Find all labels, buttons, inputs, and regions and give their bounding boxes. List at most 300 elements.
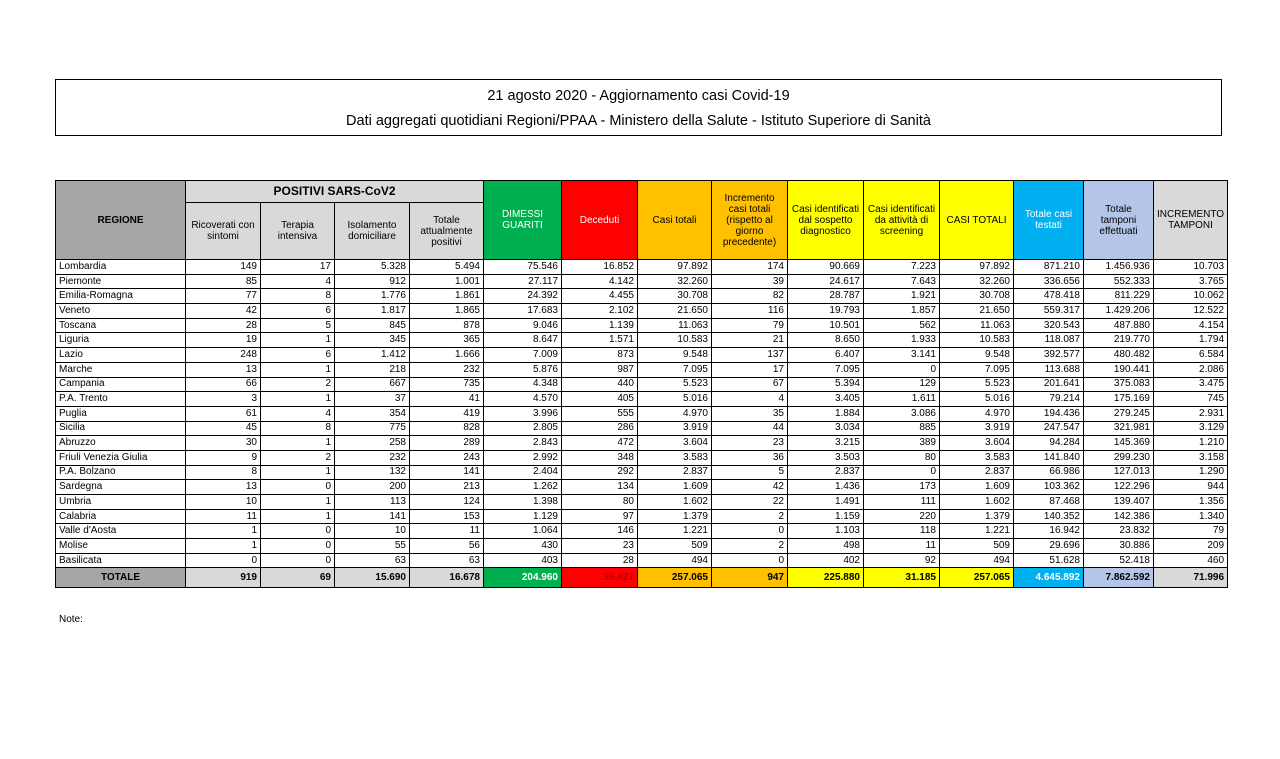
table-row bbox=[56, 318, 1228, 333]
value-cell: 1.491 bbox=[788, 495, 864, 510]
value-cell: 80 bbox=[562, 495, 638, 510]
value-cell: 1 bbox=[261, 509, 335, 524]
value-cell: 878 bbox=[410, 318, 484, 333]
table-row bbox=[56, 274, 1228, 289]
region-name-cell: Sardegna bbox=[56, 480, 186, 495]
value-cell: 1.933 bbox=[864, 333, 940, 348]
value-cell: 16.942 bbox=[1014, 524, 1084, 539]
value-cell: 116 bbox=[712, 304, 788, 319]
value-cell: 10 bbox=[335, 524, 410, 539]
value-cell: 32.260 bbox=[638, 274, 712, 289]
region-name-cell: Molise bbox=[56, 539, 186, 554]
value-cell: 17 bbox=[712, 362, 788, 377]
value-cell: 3.604 bbox=[940, 436, 1014, 451]
total-sospetto: 225.880 bbox=[788, 568, 864, 588]
table-row bbox=[56, 377, 1228, 392]
value-cell: 0 bbox=[261, 480, 335, 495]
value-cell: 94.284 bbox=[1014, 436, 1084, 451]
value-cell: 23.832 bbox=[1084, 524, 1154, 539]
value-cell: 16.852 bbox=[562, 260, 638, 275]
value-cell: 19.793 bbox=[788, 304, 864, 319]
value-cell: 1.865 bbox=[410, 304, 484, 319]
region-name-cell: Puglia bbox=[56, 406, 186, 421]
value-cell: 10.583 bbox=[638, 333, 712, 348]
value-cell: 480.482 bbox=[1084, 348, 1154, 363]
table-row bbox=[56, 539, 1228, 554]
value-cell: 247.547 bbox=[1014, 421, 1084, 436]
region-name-cell: P.A. Trento bbox=[56, 392, 186, 407]
value-cell: 11.063 bbox=[638, 318, 712, 333]
value-cell: 24.392 bbox=[484, 289, 562, 304]
value-cell: 139.407 bbox=[1084, 495, 1154, 510]
table-row bbox=[56, 495, 1228, 510]
table-row bbox=[56, 348, 1228, 363]
table-row bbox=[56, 465, 1228, 480]
value-cell: 118.087 bbox=[1014, 333, 1084, 348]
value-cell: 75.546 bbox=[484, 260, 562, 275]
value-cell: 2.837 bbox=[638, 465, 712, 480]
value-cell: 10.583 bbox=[940, 333, 1014, 348]
value-cell: 140.352 bbox=[1014, 509, 1084, 524]
value-cell: 213 bbox=[410, 480, 484, 495]
value-cell: 1 bbox=[186, 539, 261, 554]
value-cell: 8 bbox=[261, 289, 335, 304]
value-cell: 6 bbox=[261, 304, 335, 319]
value-cell: 8 bbox=[261, 421, 335, 436]
value-cell: 4.970 bbox=[940, 406, 1014, 421]
value-cell: 66.986 bbox=[1014, 465, 1084, 480]
value-cell: 2.086 bbox=[1154, 362, 1228, 377]
table-row bbox=[56, 289, 1228, 304]
value-cell: 944 bbox=[1154, 480, 1228, 495]
value-cell: 22 bbox=[712, 495, 788, 510]
value-cell: 2 bbox=[712, 539, 788, 554]
total-label: TOTALE bbox=[56, 568, 186, 588]
region-name-cell: Campania bbox=[56, 377, 186, 392]
value-cell: 667 bbox=[335, 377, 410, 392]
value-cell: 1.064 bbox=[484, 524, 562, 539]
value-cell: 11 bbox=[410, 524, 484, 539]
value-cell: 220 bbox=[864, 509, 940, 524]
total-tamponi: 7.862.592 bbox=[1084, 568, 1154, 588]
value-cell: 37 bbox=[335, 392, 410, 407]
value-cell: 1 bbox=[261, 362, 335, 377]
value-cell: 118 bbox=[864, 524, 940, 539]
value-cell: 419 bbox=[410, 406, 484, 421]
value-cell: 1.571 bbox=[562, 333, 638, 348]
value-cell: 10.501 bbox=[788, 318, 864, 333]
value-cell: 11.063 bbox=[940, 318, 1014, 333]
col-ricoverati: Ricoverati con sintomi bbox=[186, 203, 261, 260]
value-cell: 1.290 bbox=[1154, 465, 1228, 480]
value-cell: 0 bbox=[261, 539, 335, 554]
total-positivi: 16.678 bbox=[410, 568, 484, 588]
table-row bbox=[56, 553, 1228, 568]
value-cell: 5.016 bbox=[940, 392, 1014, 407]
value-cell: 559.317 bbox=[1014, 304, 1084, 319]
value-cell: 41 bbox=[410, 392, 484, 407]
value-cell: 487.880 bbox=[1084, 318, 1154, 333]
value-cell: 85 bbox=[186, 274, 261, 289]
col-incremento-tamponi: INCREMENTO TAMPONI bbox=[1154, 181, 1228, 260]
value-cell: 141 bbox=[410, 465, 484, 480]
value-cell: 1.602 bbox=[940, 495, 1014, 510]
value-cell: 775 bbox=[335, 421, 410, 436]
value-cell: 392.577 bbox=[1014, 348, 1084, 363]
value-cell: 113.688 bbox=[1014, 362, 1084, 377]
value-cell: 1.129 bbox=[484, 509, 562, 524]
value-cell: 7.643 bbox=[864, 274, 940, 289]
value-cell: 5 bbox=[712, 465, 788, 480]
value-cell: 3.129 bbox=[1154, 421, 1228, 436]
value-cell: 56 bbox=[410, 539, 484, 554]
value-cell: 1.001 bbox=[410, 274, 484, 289]
value-cell: 21 bbox=[712, 333, 788, 348]
value-cell: 1.666 bbox=[410, 348, 484, 363]
value-cell: 1.139 bbox=[562, 318, 638, 333]
value-cell: 321.981 bbox=[1084, 421, 1154, 436]
value-cell: 494 bbox=[940, 553, 1014, 568]
total-incremento-tamponi: 71.996 bbox=[1154, 568, 1228, 588]
value-cell: 145.369 bbox=[1084, 436, 1154, 451]
table-row bbox=[56, 333, 1228, 348]
value-cell: 403 bbox=[484, 553, 562, 568]
region-name-cell: Basilicata bbox=[56, 553, 186, 568]
value-cell: 21.650 bbox=[638, 304, 712, 319]
value-cell: 209 bbox=[1154, 539, 1228, 554]
table-row bbox=[56, 406, 1228, 421]
value-cell: 1.776 bbox=[335, 289, 410, 304]
value-cell: 190.441 bbox=[1084, 362, 1154, 377]
value-cell: 1.861 bbox=[410, 289, 484, 304]
value-cell: 1.609 bbox=[940, 480, 1014, 495]
table-row bbox=[56, 392, 1228, 407]
col-isolamento: Isolamento domiciliare bbox=[335, 203, 410, 260]
table-row bbox=[56, 421, 1228, 436]
value-cell: 4 bbox=[261, 274, 335, 289]
value-cell: 354 bbox=[335, 406, 410, 421]
value-cell: 3.141 bbox=[864, 348, 940, 363]
value-cell: 6.584 bbox=[1154, 348, 1228, 363]
value-cell: 142.386 bbox=[1084, 509, 1154, 524]
value-cell: 137 bbox=[712, 348, 788, 363]
value-cell: 1.456.936 bbox=[1084, 260, 1154, 275]
value-cell: 219.770 bbox=[1084, 333, 1154, 348]
value-cell: 5 bbox=[261, 318, 335, 333]
value-cell: 871.210 bbox=[1014, 260, 1084, 275]
value-cell: 4.142 bbox=[562, 274, 638, 289]
value-cell: 111 bbox=[864, 495, 940, 510]
value-cell: 1.921 bbox=[864, 289, 940, 304]
value-cell: 3.475 bbox=[1154, 377, 1228, 392]
value-cell: 1.794 bbox=[1154, 333, 1228, 348]
value-cell: 2 bbox=[261, 377, 335, 392]
total-terapia: 69 bbox=[261, 568, 335, 588]
value-cell: 19 bbox=[186, 333, 261, 348]
value-cell: 498 bbox=[788, 539, 864, 554]
region-name-cell: Piemonte bbox=[56, 274, 186, 289]
value-cell: 7.095 bbox=[788, 362, 864, 377]
value-cell: 4.455 bbox=[562, 289, 638, 304]
value-cell: 17.683 bbox=[484, 304, 562, 319]
value-cell: 39 bbox=[712, 274, 788, 289]
value-cell: 173 bbox=[864, 480, 940, 495]
value-cell: 97.892 bbox=[638, 260, 712, 275]
table-row bbox=[56, 362, 1228, 377]
value-cell: 2.805 bbox=[484, 421, 562, 436]
table-row bbox=[56, 304, 1228, 319]
value-cell: 67 bbox=[712, 377, 788, 392]
value-cell: 289 bbox=[410, 436, 484, 451]
value-cell: 1 bbox=[261, 333, 335, 348]
total-isolamento: 15.690 bbox=[335, 568, 410, 588]
region-name-cell: Veneto bbox=[56, 304, 186, 319]
value-cell: 1 bbox=[186, 524, 261, 539]
value-cell: 258 bbox=[335, 436, 410, 451]
value-cell: 174 bbox=[712, 260, 788, 275]
total-row bbox=[56, 568, 1228, 588]
value-cell: 562 bbox=[864, 318, 940, 333]
value-cell: 5.523 bbox=[940, 377, 1014, 392]
table-row bbox=[56, 524, 1228, 539]
value-cell: 3.583 bbox=[940, 450, 1014, 465]
value-cell: 3.765 bbox=[1154, 274, 1228, 289]
value-cell: 30.708 bbox=[638, 289, 712, 304]
value-cell: 1.602 bbox=[638, 495, 712, 510]
value-cell: 1.611 bbox=[864, 392, 940, 407]
value-cell: 127.013 bbox=[1084, 465, 1154, 480]
value-cell: 7.223 bbox=[864, 260, 940, 275]
value-cell: 1.884 bbox=[788, 406, 864, 421]
value-cell: 7.095 bbox=[638, 362, 712, 377]
value-cell: 113 bbox=[335, 495, 410, 510]
value-cell: 1.379 bbox=[940, 509, 1014, 524]
value-cell: 1.103 bbox=[788, 524, 864, 539]
value-cell: 194.436 bbox=[1014, 406, 1084, 421]
table-row bbox=[56, 450, 1228, 465]
value-cell: 3.158 bbox=[1154, 450, 1228, 465]
value-cell: 42 bbox=[712, 480, 788, 495]
value-cell: 13 bbox=[186, 480, 261, 495]
value-cell: 4 bbox=[712, 392, 788, 407]
region-name-cell: Emilia-Romagna bbox=[56, 289, 186, 304]
value-cell: 4.154 bbox=[1154, 318, 1228, 333]
value-cell: 365 bbox=[410, 333, 484, 348]
value-cell: 0 bbox=[864, 362, 940, 377]
value-cell: 17 bbox=[261, 260, 335, 275]
value-cell: 828 bbox=[410, 421, 484, 436]
value-cell: 3 bbox=[186, 392, 261, 407]
value-cell: 845 bbox=[335, 318, 410, 333]
total-testati: 4.645.892 bbox=[1014, 568, 1084, 588]
value-cell: 35 bbox=[712, 406, 788, 421]
region-name-cell: Lombardia bbox=[56, 260, 186, 275]
value-cell: 440 bbox=[562, 377, 638, 392]
total-incremento-casi: 947 bbox=[712, 568, 788, 588]
value-cell: 1.210 bbox=[1154, 436, 1228, 451]
value-cell: 5.876 bbox=[484, 362, 562, 377]
value-cell: 132 bbox=[335, 465, 410, 480]
value-cell: 66 bbox=[186, 377, 261, 392]
value-cell: 27.117 bbox=[484, 274, 562, 289]
value-cell: 10.703 bbox=[1154, 260, 1228, 275]
value-cell: 8.650 bbox=[788, 333, 864, 348]
value-cell: 3.919 bbox=[638, 421, 712, 436]
col-sospetto: Casi identificati dal sospetto diagnostico bbox=[788, 181, 864, 260]
value-cell: 2.931 bbox=[1154, 406, 1228, 421]
value-cell: 0 bbox=[186, 553, 261, 568]
value-cell: 9 bbox=[186, 450, 261, 465]
value-cell: 13 bbox=[186, 362, 261, 377]
value-cell: 30 bbox=[186, 436, 261, 451]
region-name-cell: Friuli Venezia Giulia bbox=[56, 450, 186, 465]
value-cell: 1.398 bbox=[484, 495, 562, 510]
value-cell: 97 bbox=[562, 509, 638, 524]
value-cell: 29.696 bbox=[1014, 539, 1084, 554]
col-regione: REGIONE bbox=[56, 181, 186, 260]
value-cell: 232 bbox=[335, 450, 410, 465]
value-cell: 97.892 bbox=[940, 260, 1014, 275]
value-cell: 885 bbox=[864, 421, 940, 436]
col-tamponi: Totale tamponi effettuati bbox=[1084, 181, 1154, 260]
value-cell: 0 bbox=[261, 553, 335, 568]
value-cell: 348 bbox=[562, 450, 638, 465]
table-body bbox=[56, 260, 1228, 568]
value-cell: 5.328 bbox=[335, 260, 410, 275]
value-cell: 77 bbox=[186, 289, 261, 304]
value-cell: 2 bbox=[261, 450, 335, 465]
total-dimessi: 204.960 bbox=[484, 568, 562, 588]
value-cell: 2 bbox=[712, 509, 788, 524]
value-cell: 299.230 bbox=[1084, 450, 1154, 465]
value-cell: 92 bbox=[864, 553, 940, 568]
value-cell: 873 bbox=[562, 348, 638, 363]
region-name-cell: Toscana bbox=[56, 318, 186, 333]
value-cell: 6 bbox=[261, 348, 335, 363]
value-cell: 0 bbox=[261, 524, 335, 539]
value-cell: 472 bbox=[562, 436, 638, 451]
value-cell: 63 bbox=[335, 553, 410, 568]
value-cell: 8 bbox=[186, 465, 261, 480]
value-cell: 3.604 bbox=[638, 436, 712, 451]
value-cell: 1.356 bbox=[1154, 495, 1228, 510]
value-cell: 1.436 bbox=[788, 480, 864, 495]
total-ricoverati: 919 bbox=[186, 568, 261, 588]
value-cell: 175.169 bbox=[1084, 392, 1154, 407]
value-cell: 4.570 bbox=[484, 392, 562, 407]
region-name-cell: Umbria bbox=[56, 495, 186, 510]
total-screening: 31.185 bbox=[864, 568, 940, 588]
value-cell: 28 bbox=[562, 553, 638, 568]
value-cell: 1 bbox=[261, 495, 335, 510]
value-cell: 1.429.206 bbox=[1084, 304, 1154, 319]
value-cell: 2.843 bbox=[484, 436, 562, 451]
value-cell: 129 bbox=[864, 377, 940, 392]
value-cell: 44 bbox=[712, 421, 788, 436]
value-cell: 9.046 bbox=[484, 318, 562, 333]
value-cell: 11 bbox=[186, 509, 261, 524]
value-cell: 3.086 bbox=[864, 406, 940, 421]
value-cell: 10.062 bbox=[1154, 289, 1228, 304]
value-cell: 23 bbox=[712, 436, 788, 451]
value-cell: 3.996 bbox=[484, 406, 562, 421]
value-cell: 141.840 bbox=[1014, 450, 1084, 465]
value-cell: 0 bbox=[864, 465, 940, 480]
value-cell: 509 bbox=[638, 539, 712, 554]
value-cell: 912 bbox=[335, 274, 410, 289]
value-cell: 1.379 bbox=[638, 509, 712, 524]
value-cell: 286 bbox=[562, 421, 638, 436]
value-cell: 402 bbox=[788, 553, 864, 568]
value-cell: 509 bbox=[940, 539, 1014, 554]
value-cell: 11 bbox=[864, 539, 940, 554]
value-cell: 3.583 bbox=[638, 450, 712, 465]
value-cell: 1 bbox=[261, 465, 335, 480]
value-cell: 42 bbox=[186, 304, 261, 319]
value-cell: 552.333 bbox=[1084, 274, 1154, 289]
region-name-cell: P.A. Bolzano bbox=[56, 465, 186, 480]
value-cell: 201.641 bbox=[1014, 377, 1084, 392]
value-cell: 3.405 bbox=[788, 392, 864, 407]
region-name-cell: Marche bbox=[56, 362, 186, 377]
value-cell: 5.016 bbox=[638, 392, 712, 407]
value-cell: 811.229 bbox=[1084, 289, 1154, 304]
page-subtitle: Dati aggregati quotidiani Regioni/PPAA - Ministero della Salute - Istituto Superiore di Sanità bbox=[346, 113, 931, 129]
region-name-cell: Lazio bbox=[56, 348, 186, 363]
value-cell: 1.817 bbox=[335, 304, 410, 319]
value-cell: 124 bbox=[410, 495, 484, 510]
value-cell: 79 bbox=[712, 318, 788, 333]
value-cell: 0 bbox=[712, 524, 788, 539]
total-casi-2: 257.065 bbox=[940, 568, 1014, 588]
value-cell: 336.656 bbox=[1014, 274, 1084, 289]
page-title: 21 agosto 2020 - Aggiornamento casi Covid-19 bbox=[487, 88, 790, 104]
value-cell: 45 bbox=[186, 421, 261, 436]
value-cell: 4.970 bbox=[638, 406, 712, 421]
value-cell: 1.412 bbox=[335, 348, 410, 363]
value-cell: 5.523 bbox=[638, 377, 712, 392]
value-cell: 12.522 bbox=[1154, 304, 1228, 319]
value-cell: 2.992 bbox=[484, 450, 562, 465]
value-cell: 9.548 bbox=[638, 348, 712, 363]
value-cell: 28.787 bbox=[788, 289, 864, 304]
value-cell: 32.260 bbox=[940, 274, 1014, 289]
value-cell: 51.628 bbox=[1014, 553, 1084, 568]
value-cell: 103.362 bbox=[1014, 480, 1084, 495]
value-cell: 3.503 bbox=[788, 450, 864, 465]
value-cell: 146 bbox=[562, 524, 638, 539]
value-cell: 2.837 bbox=[940, 465, 1014, 480]
col-casi-totali-2: CASI TOTALI bbox=[940, 181, 1014, 260]
value-cell: 320.543 bbox=[1014, 318, 1084, 333]
value-cell: 389 bbox=[864, 436, 940, 451]
value-cell: 745 bbox=[1154, 392, 1228, 407]
table-row bbox=[56, 260, 1228, 275]
value-cell: 153 bbox=[410, 509, 484, 524]
value-cell: 1 bbox=[261, 392, 335, 407]
value-cell: 430 bbox=[484, 539, 562, 554]
table-row bbox=[56, 480, 1228, 495]
value-cell: 279.245 bbox=[1084, 406, 1154, 421]
value-cell: 478.418 bbox=[1014, 289, 1084, 304]
value-cell: 494 bbox=[638, 553, 712, 568]
value-cell: 2.404 bbox=[484, 465, 562, 480]
region-name-cell: Abruzzo bbox=[56, 436, 186, 451]
value-cell: 6.407 bbox=[788, 348, 864, 363]
value-cell: 1.221 bbox=[940, 524, 1014, 539]
value-cell: 23 bbox=[562, 539, 638, 554]
value-cell: 28 bbox=[186, 318, 261, 333]
